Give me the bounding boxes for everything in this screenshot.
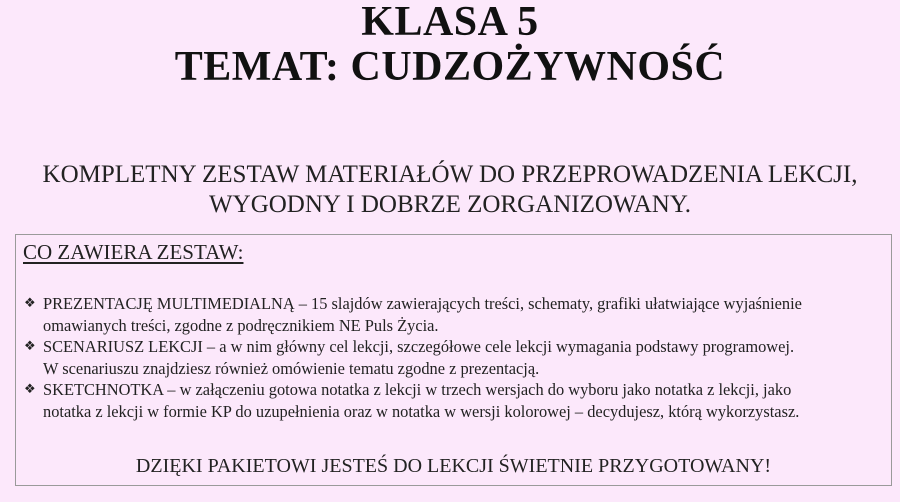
list-item-presentation	[24, 293, 886, 336]
list-item-sketchnote	[24, 379, 886, 422]
four-diamond-bullet-icon: ❖	[24, 382, 36, 397]
contents-box	[15, 234, 892, 486]
contents-list	[24, 293, 886, 422]
list-item-text: omawianych treści, zgodne z podręcznikiem NE Puls Życia.	[43, 315, 439, 335]
four-diamond-bullet-icon: ❖	[24, 296, 36, 311]
topic-title: TEMAT: CUDZOŻYWNOŚĆ	[174, 44, 726, 90]
list-item-text: SCENARIUSZ LEKCJI – a w nim główny cel lekcji, szczegółowe cele lekcji wymagania podstawy programowej.	[43, 337, 795, 356]
list-item-text: notatka z lekcji w formie KP do uzupełnienia oraz w notatka w wersji kolorowej – decydujesz, którą wykorzystasz.	[43, 401, 800, 421]
title-block	[0, 0, 900, 90]
contents-heading: CO ZAWIERA ZESTAW:	[23, 240, 244, 264]
list-item-text: W scenariuszu znajdziesz również omówienie tematu zgodne z prezentacją.	[43, 358, 540, 378]
intro-block	[0, 160, 900, 220]
closing-statement: DZIĘKI PAKIETOWI JESTEŚ DO LEKCJI ŚWIETNIE PRZYGOTOWANY!	[135, 455, 772, 477]
intro-line-2: WYGODNY I DOBRZE ZORGANIZOWANY.	[209, 191, 691, 218]
list-item-text: SKETCHNOTKA – w załączeniu gotowa notatka z lekcji w trzech wersjach do wyboru jako notatka z lekcji, jako	[43, 380, 792, 399]
four-diamond-bullet-icon: ❖	[24, 339, 36, 354]
class-title: KLASA 5	[361, 0, 539, 45]
list-item-text: PREZENTACJĘ MULTIMEDIALNĄ – 15 slajdów zawierających treści, schematy, grafiki ułatwiające wyjaśnienie	[43, 294, 802, 313]
intro-line-1: KOMPLETNY ZESTAW MATERIAŁÓW DO PRZEPROWADZENIA LEKCJI,	[42, 161, 858, 188]
list-item-scenario	[24, 336, 886, 379]
